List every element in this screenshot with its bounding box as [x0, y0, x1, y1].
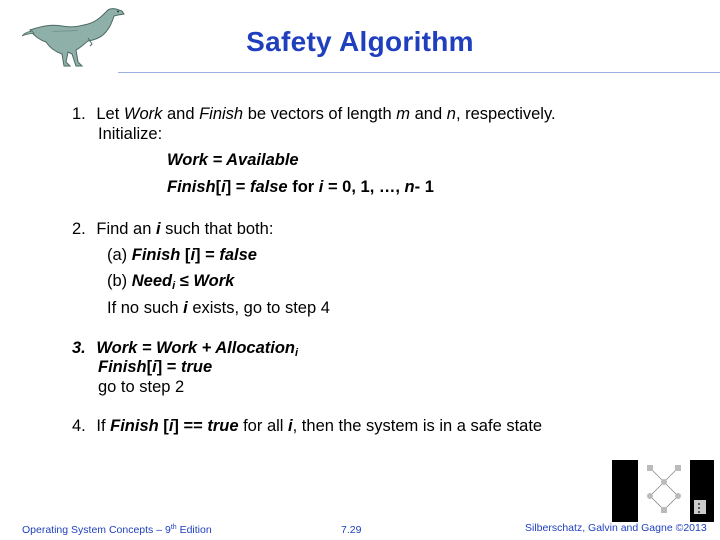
step-1-finish-init: [167, 177, 434, 197]
false-word: false: [219, 246, 257, 264]
step-1-work: Work: [123, 105, 163, 123]
fallback-text-a: If no such: [107, 299, 184, 317]
equals: ] =: [156, 358, 181, 376]
i-var: i: [168, 417, 174, 435]
i-var: i: [190, 246, 196, 264]
step-1-m: m: [396, 105, 411, 123]
bracket: [: [146, 358, 153, 376]
dinosaur-logo-icon: [22, 4, 138, 70]
n-var: n: [404, 178, 415, 196]
bracket: [: [158, 417, 169, 435]
footer-book-sup: th: [170, 524, 177, 531]
step-2-i: i: [155, 220, 161, 238]
step-4-line-1: [72, 416, 542, 436]
step-1-text-c: , respectively.: [455, 105, 556, 123]
finish-word: Finish: [131, 246, 181, 264]
work-update: Work = Work + Allocation: [96, 339, 296, 357]
step-1-and: and: [162, 105, 200, 123]
equals: ] ==: [173, 417, 208, 435]
equals: ] =: [225, 178, 250, 196]
finish-word: Finish: [167, 178, 216, 196]
false-word: false: [250, 178, 288, 196]
true-word: true: [207, 417, 239, 435]
step-3-line-3: go to step 2: [98, 378, 185, 396]
step-1-text-b: be vectors of length: [243, 105, 397, 123]
i-var-2: i: [288, 417, 293, 435]
step-1-work-equals-available: Work = Available: [167, 151, 299, 169]
footer-book-title: [22, 524, 212, 536]
step-2-condition-b: [107, 271, 234, 291]
step-4-text-c: , then the system is in a safe state: [292, 417, 543, 435]
i-var-2: i: [318, 178, 324, 196]
step-1-number: 1.: [72, 105, 86, 123]
step-3-line-1: [72, 338, 298, 358]
step-2-line-1: [72, 219, 273, 239]
range: = 0, 1, …,: [323, 178, 405, 196]
finish-word: Finish: [110, 417, 159, 435]
step-1-n: n: [446, 105, 456, 123]
footer-book-b: Edition: [176, 524, 212, 536]
true-word: true: [181, 358, 213, 376]
minus-one: - 1: [414, 178, 434, 196]
work-word: Work: [193, 272, 235, 290]
title-divider: [118, 72, 720, 73]
less-equal: ≤: [175, 272, 194, 290]
step-3-number: 3.: [72, 339, 86, 357]
step-1-line-1: [72, 104, 556, 124]
step-2-text-a: Find an: [96, 220, 156, 238]
step-4-number: 4.: [72, 417, 86, 435]
i-var: i: [183, 299, 188, 317]
step-4-text-a: If: [96, 417, 111, 435]
step-2-number: 2.: [72, 220, 86, 238]
step-1-initialize: Initialize:: [98, 125, 163, 143]
step-2-text-b: such that both:: [160, 220, 274, 238]
equals: ] =: [195, 246, 220, 264]
i-var: i: [152, 358, 157, 376]
label-b: (b): [107, 272, 132, 290]
allocation-subscript: i: [295, 347, 299, 359]
footer-page-number: 7.29: [341, 524, 362, 536]
label-a: (a): [107, 246, 132, 264]
finish-word: Finish: [98, 358, 147, 376]
slide-title: Safety Algorithm: [246, 26, 474, 57]
for-word: for: [287, 178, 319, 196]
need-word: Need: [131, 272, 173, 290]
fallback-text-b: exists, go to step 4: [187, 299, 330, 317]
step-1-and-2: and: [410, 105, 447, 123]
step-2-fallback: [107, 298, 330, 318]
step-4-text-b: for all: [238, 417, 289, 435]
graph-diagram-icon: [612, 460, 714, 522]
need-subscript: i: [172, 280, 176, 292]
step-3-line-2: [98, 357, 212, 377]
step-2-condition-a: [107, 245, 257, 265]
step-1-finish: Finish: [199, 105, 244, 123]
bracket: [: [215, 178, 222, 196]
footer-book-a: Operating System Concepts – 9: [22, 524, 171, 536]
step-1-text: Let: [96, 105, 124, 123]
i-var: i: [221, 178, 226, 196]
footer-copyright: Silberschatz, Galvin and Gagne ©2013: [525, 522, 707, 534]
bracket: [: [180, 246, 191, 264]
